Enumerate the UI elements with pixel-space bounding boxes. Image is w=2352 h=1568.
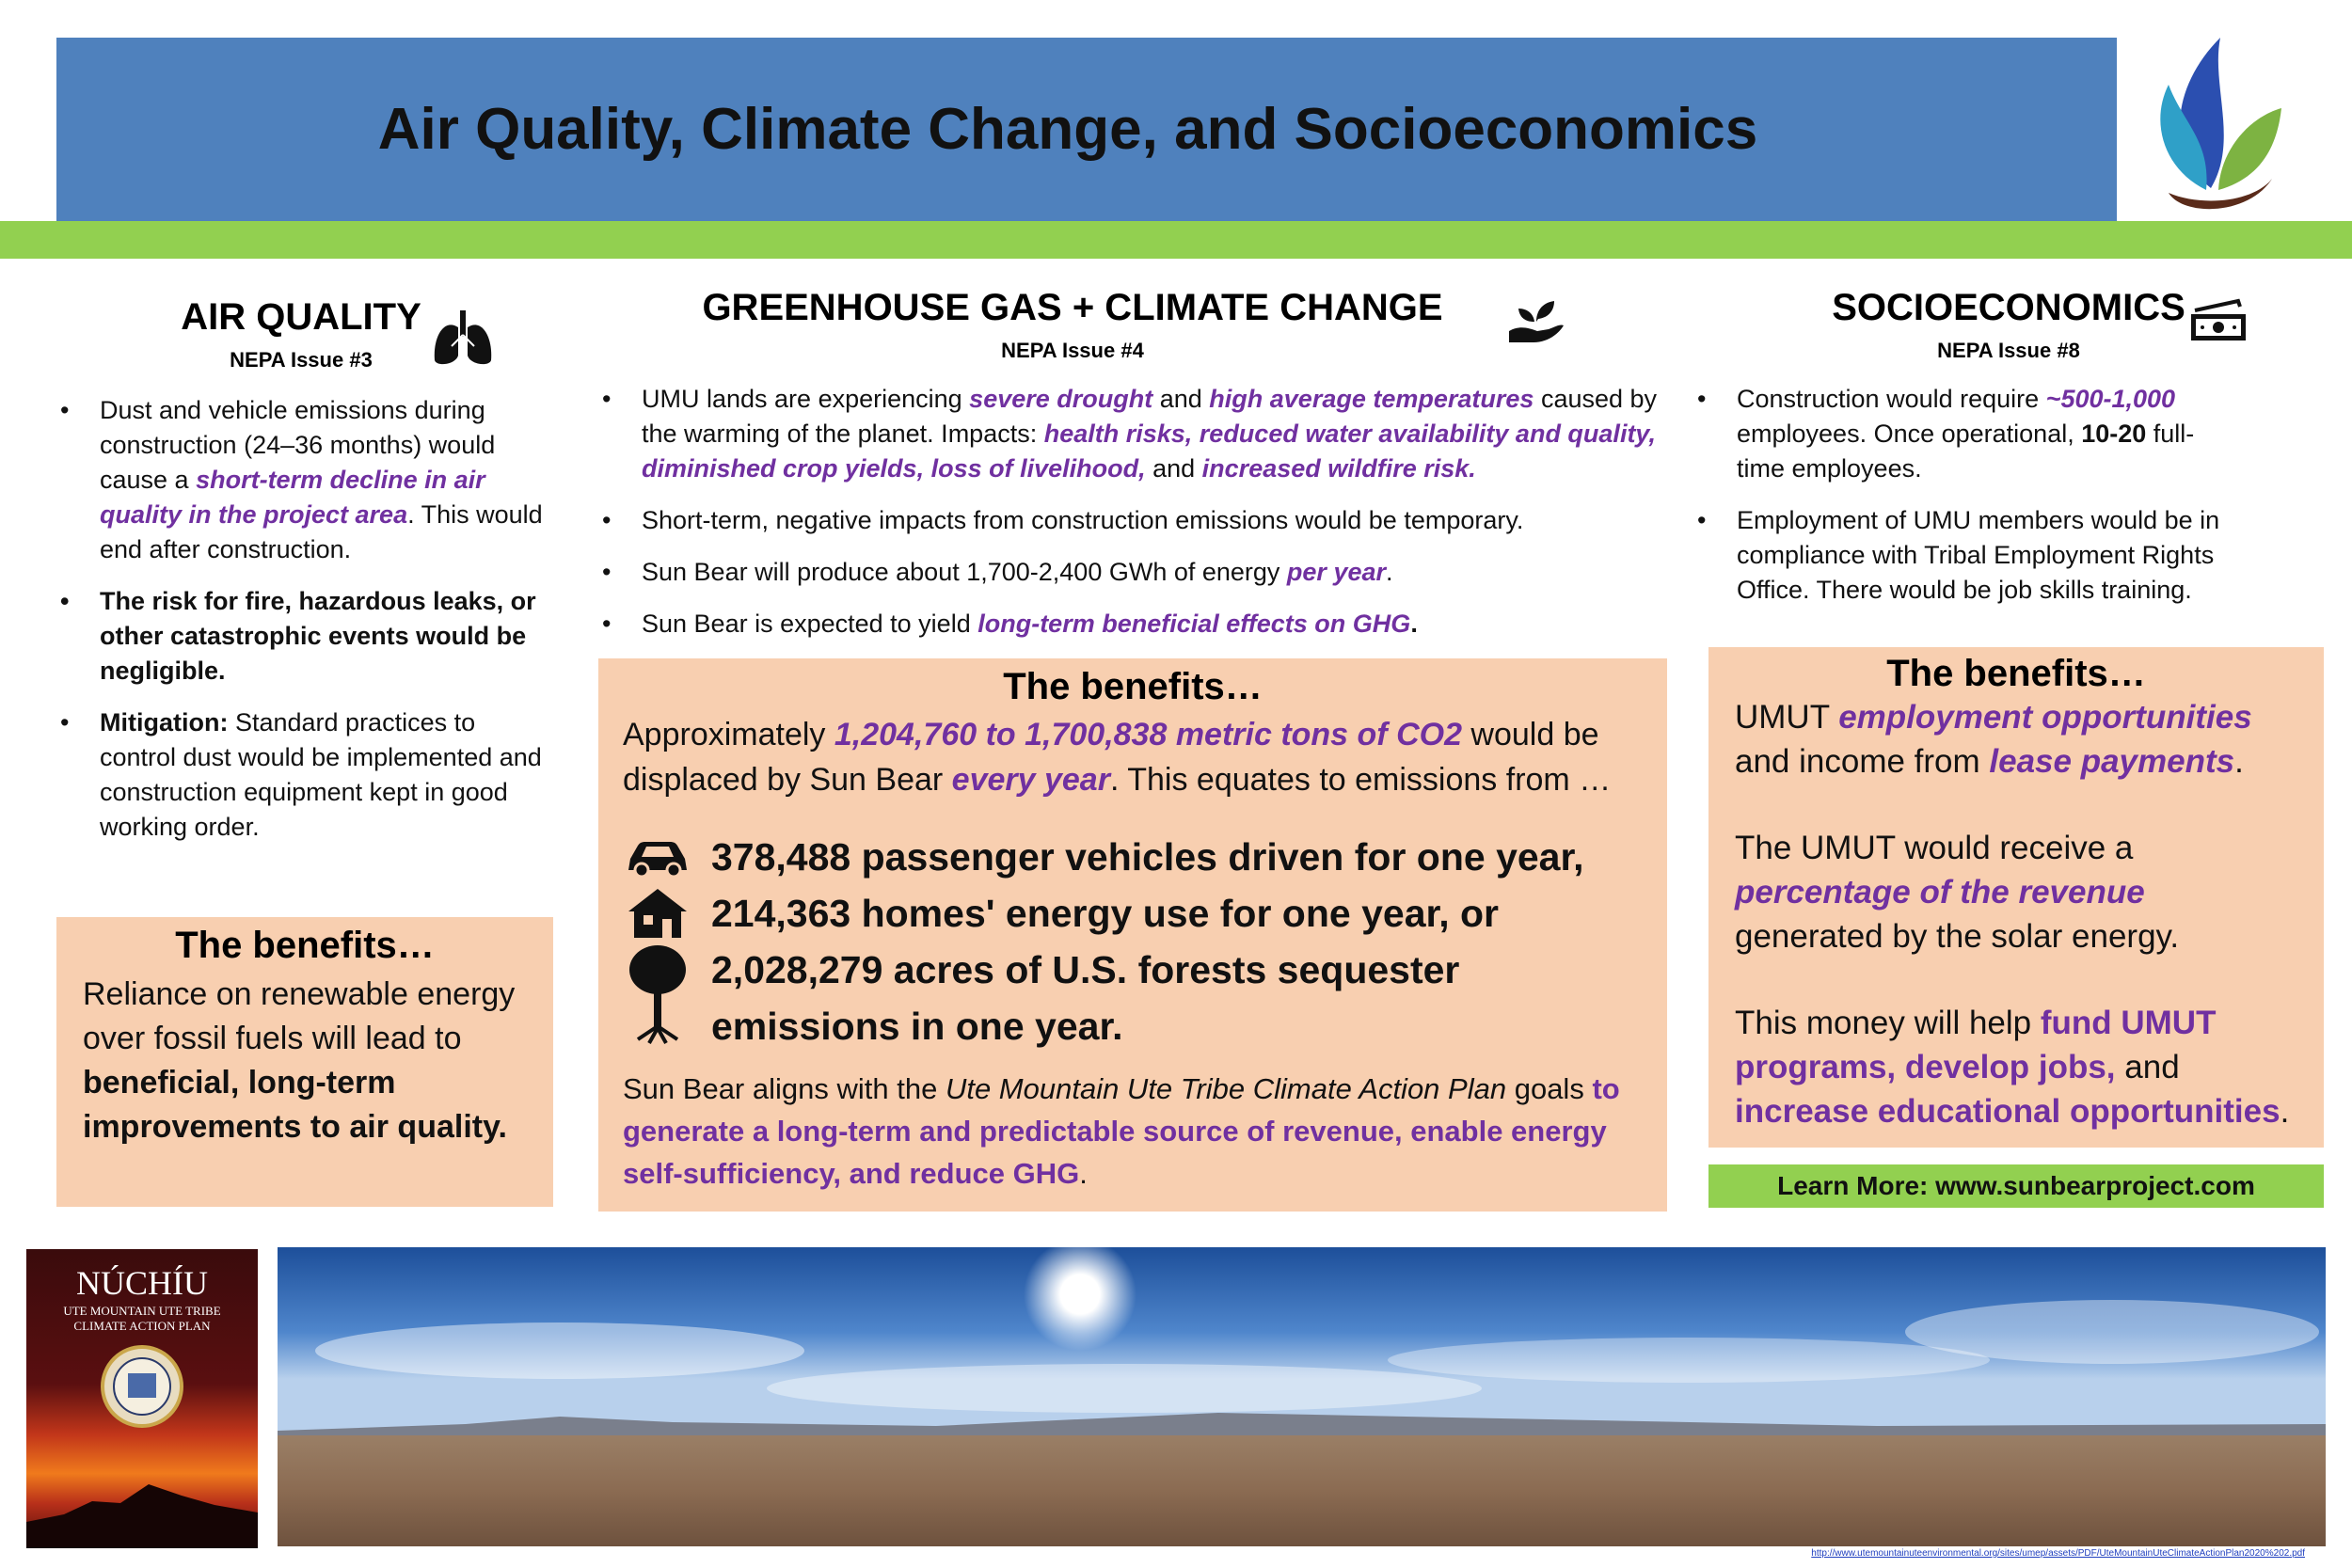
list-item: • The risk for fire, hazardous leaks, or other catastrophic events would be negligible. [56,584,546,689]
ghg-issue: NEPA Issue #4 [1001,339,1144,362]
list-item: • Sun Bear is expected to yield long-term beneficial effects on GHG. [598,607,1661,641]
stat-forests: 2,028,279 acres of U.S. forests sequester emissions in one year. [623,942,1643,1054]
cover-title: NÚCHÍU [76,1264,208,1302]
list-item: • Dust and vehicle emissions during construction (24–36 months) would cause a short-term decline in air quality in the project area. This would end after construction. [56,393,546,567]
climate-action-plan-cover [26,1249,258,1548]
emission-stats [623,829,1643,1054]
ghg-title: GREENHOUSE GAS + CLIMATE CHANGE [702,287,1443,328]
learn-more-banner[interactable]: Learn More: www.sunbearproject.com [1708,1164,2324,1208]
socioeconomics-issue: NEPA Issue #8 [1937,339,2080,362]
green-stripe [0,221,2352,259]
page-title: Air Quality, Climate Change, and Socioeconomics [377,97,1758,162]
benefits-intro: Approximately 1,204,760 to 1,700,838 metric tons of CO2 would be displaced by Sun Bear every year. This equates to emissions from … [623,717,1612,798]
ghg-bullets [598,382,1661,658]
stat-homes: 214,363 homes' energy use for one year, or [623,885,1643,942]
benefits-paragraph: This money will help fund UMUT programs, develop jobs, and increase educational opportunities. [1735,1005,2290,1130]
cover-subtitle-2: CLIMATE ACTION PLAN [73,1319,211,1333]
money-icon [2187,295,2249,344]
benefits-paragraph: UMUT employment opportunities and income from lease payments. [1735,699,2252,780]
list-item: • Construction would require ~500-1,000 employees. Once operational, 10-20 full-time employees. [1693,382,2239,486]
landscape-panorama [278,1247,2326,1546]
house-icon [625,885,691,940]
list-item: • Employment of UMU members would be in compliance with Tribal Employment Rights Office. There would be job skills training. [1693,503,2239,608]
socioeconomics-bullets [1693,382,2239,625]
leaf-logo-icon [2145,28,2286,216]
air-quality-issue: NEPA Issue #3 [230,348,373,372]
list-item: • UMU lands are experiencing severe drought and high average temperatures caused by the warming of the planet. Impacts: health risks, reduced water availability and quality, diminished crop yields, loss of livelihood, and increased wildfire risk. [598,382,1661,486]
car-icon [625,829,691,883]
list-item: • Short-term, negative impacts from construction emissions would be temporary. [598,503,1661,538]
air-quality-bullets [56,393,546,862]
benefits-title: The benefits… [175,925,435,966]
cover-art [26,1249,258,1548]
air-quality-title: AIR QUALITY [181,296,421,338]
socioeconomics-benefits-box [1708,647,2324,1148]
list-item: • Mitigation: Standard practices to control dust would be implemented and construction equipment kept in good working order. [56,705,546,845]
benefits-title: The benefits… [1886,653,2146,694]
socioeconomics-title: SOCIOECONOMICS [1832,287,2185,328]
benefits-paragraph: The UMUT would receive a percentage of the revenue generated by the solar energy. [1735,830,2180,955]
reference-link[interactable]: http://www.utemountainuteenvironmental.org/sites/umep/assets/PDF/UteMountainUteClimateActionPlan2020%202.pdf [1811,1548,2305,1559]
air-quality-benefits-box [56,917,553,1207]
stat-vehicles: 378,488 passenger vehicles driven for one year, [623,829,1643,885]
panorama-photo [278,1247,2326,1546]
benefits-title: The benefits… [1003,666,1263,707]
ghg-benefits-box [598,658,1667,1212]
cover-subtitle-1: UTE MOUNTAIN UTE TRIBE [63,1304,221,1318]
climate-plan-alignment: Sun Bear aligns with the Ute Mountain Ute Tribe Climate Action Plan goals to generate a long-term and predictable source of revenue, enable energy self-sufficiency, and reduce GHG. [623,1072,1620,1190]
list-item: • Sun Bear will produce about 1,700-2,400 GWh of energy per year. [598,555,1661,590]
tree-icon [625,942,691,1045]
benefits-text: Reliance on renewable energy over fossil fuels will lead to beneficial, long-term improvements to air quality. [83,976,516,1145]
